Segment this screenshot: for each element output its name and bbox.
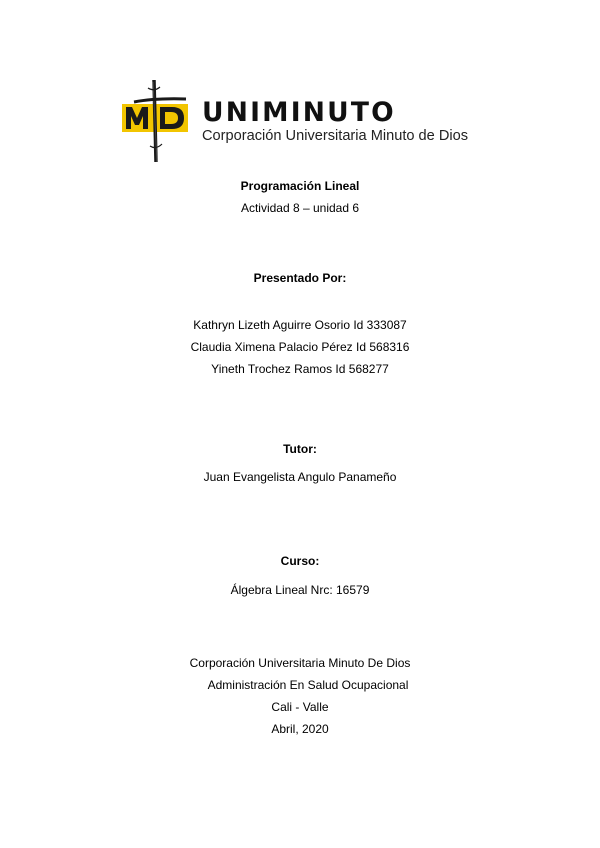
md-cross-logo-icon [120,78,200,164]
institution-line: Corporación Universitaria Minuto De Dios [189,656,411,670]
date-line: Abril, 2020 [271,722,329,736]
author-line: Kathryn Lizeth Aguirre Osorio Id 333087 [193,318,407,332]
program-line: Administración En Salud Ocupacional [207,678,409,692]
author-line: Claudia Ximena Palacio Pérez Id 568316 [190,340,410,354]
brand-text [202,98,492,145]
presented-heading: Presentado Por: [253,271,347,285]
course-name: Álgebra Lineal Nrc: 16579 [230,583,370,597]
city-line: Cali - Valle [271,700,329,714]
uniminuto-logo [120,78,490,164]
brand-subtitle: Corporación Universitaria Minuto de Dios [202,128,469,144]
activity-line: Actividad 8 – unidad 6 [240,201,360,215]
course-heading: Curso: [280,554,320,568]
author-line: Yineth Trochez Ramos Id 568277 [211,362,389,376]
brand-name: UNIMINUTO [202,97,396,128]
tutor-name: Juan Evangelista Angulo Panameño [203,470,397,484]
tutor-heading: Tutor: [283,442,317,456]
document-title: Programación Lineal [240,179,360,193]
